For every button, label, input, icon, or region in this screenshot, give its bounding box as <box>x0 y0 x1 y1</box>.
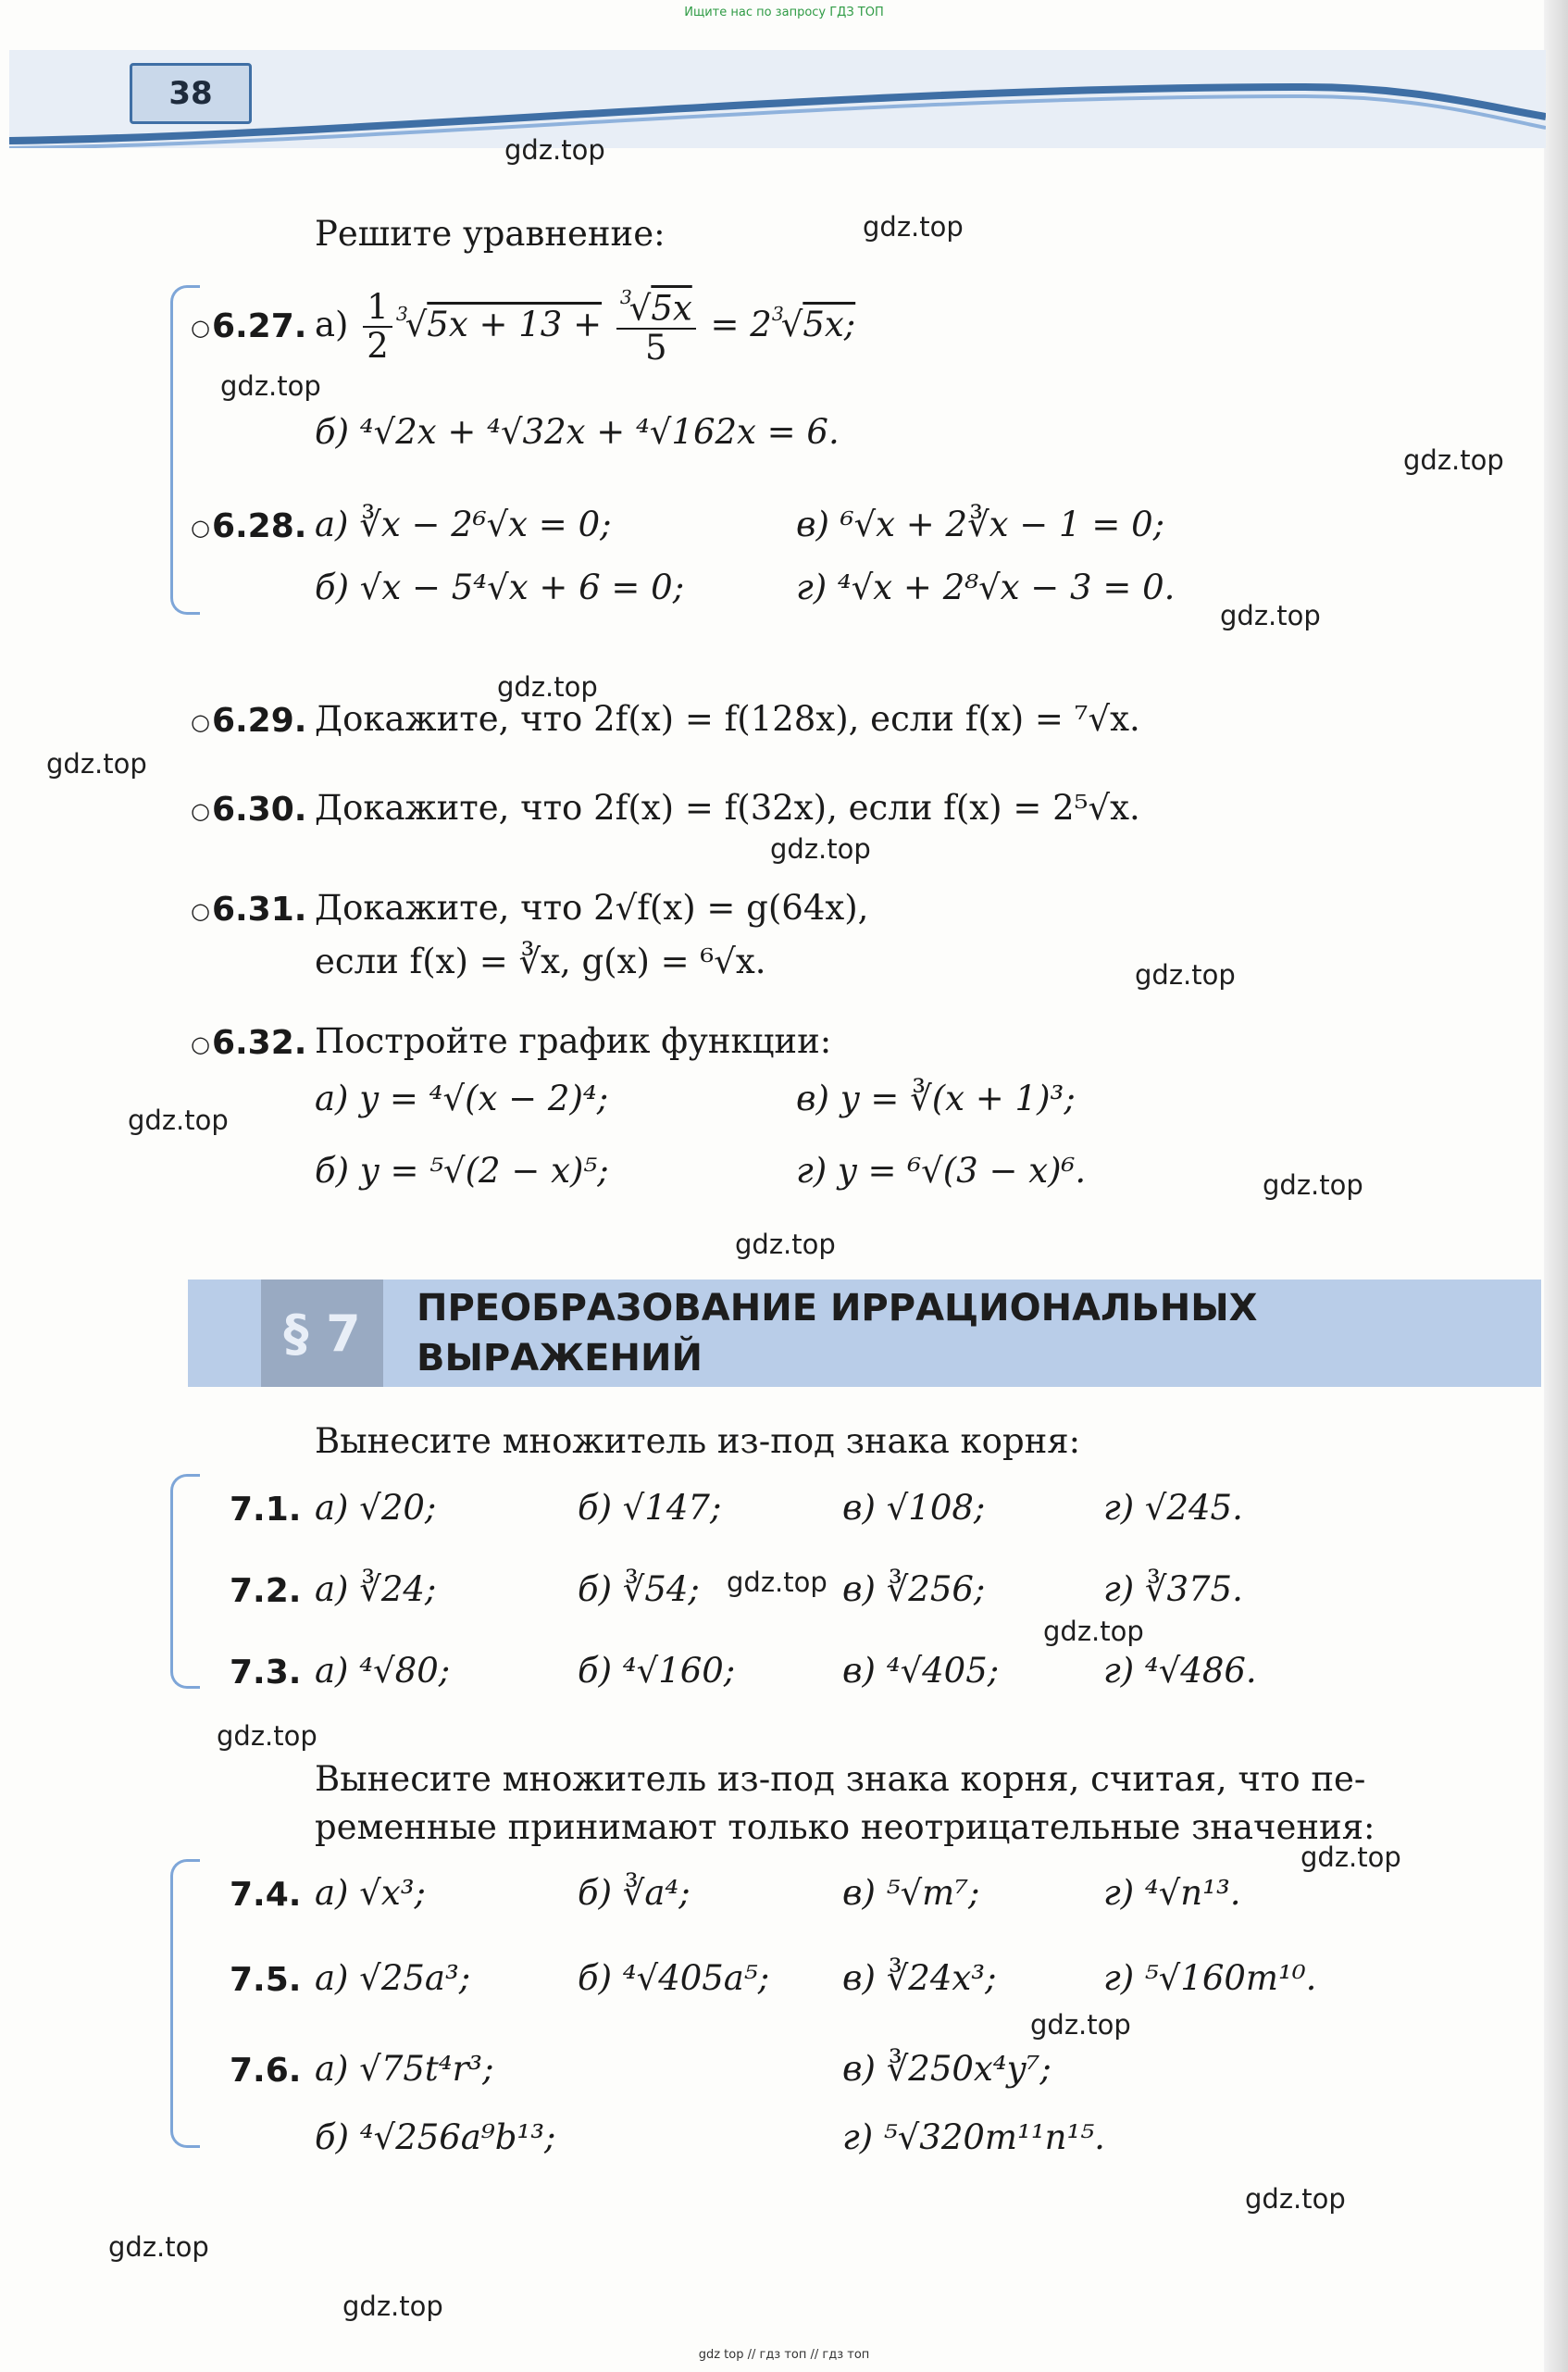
function-6-32c: в) y = ∛(x + 1)³; <box>796 1079 1076 1118</box>
problem-6-31-line1: Докажите, что 2√f(x) = g(64x), <box>315 888 869 928</box>
equation-6-28b: б) √x − 5⁴√x + 6 = 0; <box>315 568 685 607</box>
watermark: gdz.top <box>1263 1169 1363 1201</box>
item-7-2b: б) ∛54; <box>578 1569 700 1609</box>
problem-number: 7.4. <box>230 1876 302 1914</box>
equation-6-28c: в) ⁶√x + 2∛x − 1 = 0; <box>796 505 1165 544</box>
watermark: gdz.top <box>46 748 147 780</box>
watermark: gdz.top <box>1135 959 1236 991</box>
problem-number: ○6.32. <box>191 1024 307 1062</box>
item-7-6c: в) ∛250x⁴y⁷; <box>842 2049 1052 2089</box>
watermark: gdz.top <box>504 134 605 166</box>
function-6-32b: б) y = ⁵√(2 − x)⁵; <box>315 1151 609 1191</box>
item-7-1c: в) √108; <box>842 1488 986 1528</box>
problem-number: ○6.29. <box>191 702 307 740</box>
group-brace <box>170 1474 200 1689</box>
item-7-6b: б) ⁴√256a⁹b¹³; <box>315 2117 556 2157</box>
item-7-3b: б) ⁴√160; <box>578 1651 736 1691</box>
site-banner-top[interactable]: Ищите нас по запросу ГДЗ ТОП <box>684 6 884 19</box>
watermark: gdz.top <box>1300 1841 1401 1873</box>
item-7-4c: в) ⁵√m⁷; <box>842 1873 980 1913</box>
watermark: gdz.top <box>497 671 598 703</box>
watermark: gdz.top <box>108 2231 209 2263</box>
problem-number: ○6.30. <box>191 791 307 829</box>
problem-number: 7.1. <box>230 1491 302 1529</box>
item-7-4a: а) √x³; <box>315 1873 426 1913</box>
watermark: gdz.top <box>1043 1616 1144 1647</box>
equation-6-27a: а) $\frac{1}{2}$ $^3$√5x + 13 + $\frac{^3√5x}{5}$ = $2^3√5x$; <box>315 286 856 368</box>
problem-6-32-text: Постройте график функции: <box>315 1021 832 1061</box>
item-7-4b: б) ∛a⁴; <box>578 1873 691 1913</box>
watermark: gdz.top <box>770 833 871 865</box>
instruction-nonnegative: Вынесите множитель из-под знака корня, считая, что пе- ременные принимают только неотрицательные значения: <box>315 1759 1375 1847</box>
item-7-6d: г) ⁵√320m¹¹n¹⁵. <box>842 2117 1105 2157</box>
watermark: gdz.top <box>735 1229 836 1260</box>
item-7-5d: г) ⁵√160m¹⁰. <box>1103 1958 1317 1998</box>
item-7-6a: а) √75t⁴r³; <box>315 2049 494 2089</box>
problem-6-30-text: Докажите, что 2f(x) = f(32x), если f(x) = 2⁵√x. <box>315 788 1140 828</box>
watermark: gdz.top <box>217 1720 317 1752</box>
item-7-5c: в) ∛24x³; <box>842 1958 997 1998</box>
problem-number: ○6.27. <box>191 307 307 345</box>
group-brace <box>170 1859 200 2148</box>
item-7-5a: а) √25a³; <box>315 1958 471 1998</box>
page-number: 38 <box>130 63 252 124</box>
watermark: gdz.top <box>1245 2183 1346 2215</box>
item-7-3c: в) ⁴√405; <box>842 1651 1000 1691</box>
instruction-solve: Решите уравнение: <box>315 214 666 254</box>
problem-number: 7.5. <box>230 1961 302 1999</box>
watermark: gdz.top <box>1403 444 1504 476</box>
item-7-1d: г) √245. <box>1103 1488 1243 1528</box>
instruction-factor-out: Вынесите множитель из-под знака корня: <box>315 1421 1081 1461</box>
watermark: gdz.top <box>1030 2009 1131 2041</box>
item-7-2a: а) ∛24; <box>315 1569 437 1609</box>
watermark: gdz.top <box>342 2291 443 2322</box>
item-7-1b: б) √147; <box>578 1488 722 1528</box>
problem-6-31-line2: если f(x) = ∛x, g(x) = ⁶√x. <box>315 942 766 981</box>
item-7-3d: г) ⁴√486. <box>1103 1651 1257 1691</box>
function-6-32d: г) y = ⁶√(3 − x)⁶. <box>796 1151 1087 1191</box>
problem-number: 7.3. <box>230 1654 302 1692</box>
item-7-5b: б) ⁴√405a⁵; <box>578 1958 770 1998</box>
site-banner-bottom[interactable]: gdz top // гдз топ // гдз топ <box>698 2348 870 2362</box>
item-7-1a: а) √20; <box>315 1488 437 1528</box>
equation-6-28d: г) ⁴√x + 2⁸√x − 3 = 0. <box>796 568 1176 607</box>
problem-number: ○6.31. <box>191 891 307 929</box>
item-7-4d: г) ⁴√n¹³. <box>1103 1873 1241 1913</box>
problem-number: 7.6. <box>230 2052 302 2090</box>
equation-6-27b: б) ⁴√2x + ⁴√32x + ⁴√162x = 6. <box>315 412 840 452</box>
page-edge-shadow <box>1544 0 1568 2372</box>
item-7-2d: г) ∛375. <box>1103 1569 1243 1609</box>
function-6-32a: а) y = ⁴√(x − 2)⁴; <box>315 1079 609 1118</box>
watermark: gdz.top <box>1220 600 1321 631</box>
watermark: gdz.top <box>727 1567 828 1598</box>
item-7-2c: в) ∛256; <box>842 1569 986 1609</box>
section-title: ПРЕОБРАЗОВАНИЕ ИРРАЦИОНАЛЬНЫХ ВЫРАЖЕНИЙ <box>417 1287 1258 1380</box>
problem-6-29-text: Докажите, что 2f(x) = f(128x), если f(x) = ⁷√x. <box>315 699 1140 739</box>
problem-number: 7.2. <box>230 1572 302 1610</box>
watermark: gdz.top <box>220 370 321 402</box>
problem-number: ○6.28. <box>191 507 307 545</box>
watermark: gdz.top <box>863 211 964 243</box>
section-number: § 7 <box>261 1280 383 1387</box>
equation-6-28a: а) ∛x − 2⁶√x = 0; <box>315 505 612 544</box>
watermark: gdz.top <box>128 1105 229 1136</box>
item-7-3a: а) ⁴√80; <box>315 1651 451 1691</box>
